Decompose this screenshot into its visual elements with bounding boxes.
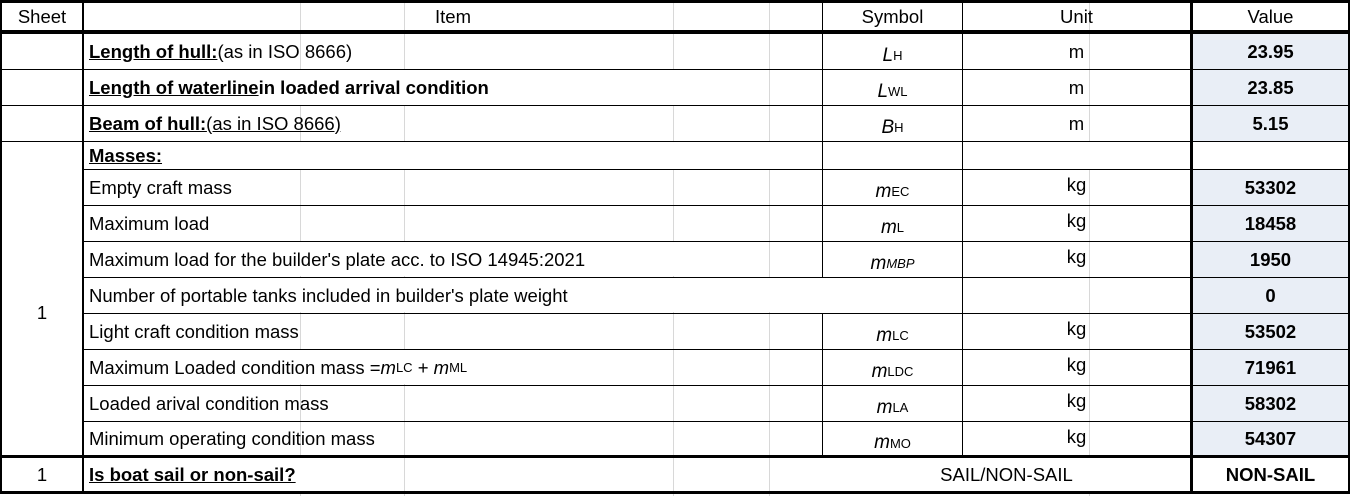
sail-value-cell[interactable]: NON-SAIL — [1193, 458, 1348, 491]
row-label — [89, 70, 489, 105]
symbol-cell: B H — [881, 116, 904, 138]
value-cell[interactable]: 18458 — [1193, 206, 1348, 241]
label-bold: Beam of hull: — [89, 112, 207, 134]
value-cell[interactable]: 54307 — [1193, 422, 1348, 456]
mass-label: Empty craft mass — [89, 176, 232, 198]
unit-cell: kg — [1066, 317, 1087, 339]
sail-sheet-number: 1 — [36, 463, 48, 485]
label-rest: (as in ISO 8666) — [217, 40, 353, 62]
mass-label: Loaded arival condition mass — [89, 392, 329, 414]
value-cell[interactable]: 1950 — [1193, 242, 1348, 277]
header-symbol: Symbol — [861, 5, 924, 27]
unit-cell: m — [1068, 112, 1085, 134]
unit-cell: kg — [1066, 245, 1087, 267]
unit-cell: m — [1068, 76, 1085, 98]
value-cell[interactable]: 5.15 — [1193, 106, 1348, 141]
row-label — [89, 34, 352, 69]
mass-label: Maximum load for the builder's plate acc. to ISO 14945:2021 — [89, 248, 586, 270]
masses-heading: Masses: — [89, 144, 163, 166]
mass-label: Maximum load — [89, 212, 210, 234]
label-bold: Length of hull: — [89, 40, 218, 62]
label-rest: (as in ISO 8666) — [206, 112, 341, 134]
symbol-cell: m MO — [874, 432, 911, 453]
symbol-cell: m LC — [876, 324, 909, 346]
unit-cell: kg — [1066, 425, 1087, 447]
header-unit: Unit — [1060, 5, 1093, 27]
value-cell[interactable]: 23.95 — [1193, 34, 1348, 69]
mass-label: Maximum Loaded condition mass = m LC + m ML — [89, 356, 468, 378]
header-sheet: Sheet — [17, 5, 67, 27]
symbol-cell: m MBP — [870, 252, 915, 274]
header-value: Value — [1247, 5, 1294, 27]
unit-cell: kg — [1066, 389, 1087, 411]
symbol-cell: m LA — [876, 396, 909, 418]
header-item: Item — [435, 5, 471, 27]
unit-cell: kg — [1066, 173, 1087, 195]
symbol-cell: m L — [880, 216, 905, 238]
unit-cell: m — [1068, 40, 1085, 62]
value-cell[interactable]: 53302 — [1193, 170, 1348, 205]
value-cell[interactable]: 71961 — [1193, 350, 1348, 385]
sheet-number: 1 — [36, 301, 48, 323]
label-rest: in loaded arrival condition — [258, 76, 489, 98]
unit-cell: kg — [1066, 209, 1087, 231]
value-cell[interactable]: 23.85 — [1193, 70, 1348, 105]
symbol-cell: m LDC — [871, 360, 914, 382]
value-cell[interactable]: 0 — [1193, 278, 1348, 313]
row-label — [89, 106, 341, 141]
mass-label: Number of portable tanks included in builder's plate weight — [89, 284, 568, 306]
sail-question: Is boat sail or non-sail? — [89, 463, 296, 485]
label-bold: Length of waterline — [89, 76, 259, 98]
symbol-cell: m EC — [875, 180, 910, 202]
value-cell[interactable]: 58302 — [1193, 386, 1348, 421]
symbol-cell: L H — [882, 44, 903, 66]
sail-symbol: SAIL/NON-SAIL — [940, 463, 1073, 485]
unit-cell: kg — [1066, 353, 1087, 375]
mass-label: Light craft condition mass — [89, 320, 299, 342]
mass-label: Minimum operating condition mass — [89, 428, 375, 449]
symbol-cell: L WL — [877, 80, 908, 102]
value-cell[interactable]: 53502 — [1193, 314, 1348, 349]
